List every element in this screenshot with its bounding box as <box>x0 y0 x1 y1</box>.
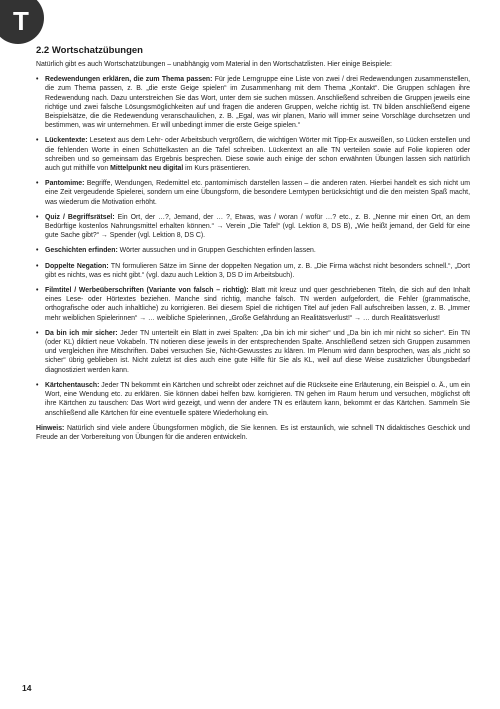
item-text: Wörter aussuchen und in Gruppen Geschichten erfinden lassen. <box>117 247 316 255</box>
section-heading: 2.2 Wortschatzübungen <box>36 45 143 56</box>
hint-title: Hinweis: <box>36 424 65 432</box>
item-text: Jeder TN bekommt ein Kärtchen und schreibt oder zeichnet auf die Rückseite eine Erläuterung, ein Beispiel o. Ä., um ein Wort, eine Wendung etc. zu erklären. Sie können dabei helfen bzw. korrigieren. TN gehen im Raum herum und versuchen, möglichst oft ihre Kärtchen zu tauschen: Das Wort wird gezeigt, und wenn der andere TN es erläutern kann, bekommt er das Kärtchen. Sammeln Sie anschließend alle Kärtchen für eine eventuelle spätere Wiederholung ein. <box>45 381 471 417</box>
item-text: Ein Ort, der …?, Jemand, der … ?, Etwas, was / woran / wofür …? etc., z. B. „Nenne mir einen Ort, an dem Bedürftige kostenlos Nahrungsmittel erhalten können.“ → Verein „Die Tafel“ (vgl. Lektion 8, DS B), „Wie heißt jemand, der Geld für eine gute Sache gibt?“ → Spender (vgl. Lektion 8, DS C). <box>45 213 470 240</box>
hint-text: Natürlich sind viele andere Übungsformen möglich, die Sie kennen. Es ist erstaunlich, wie schnell TN didaktisches Geschick und Freude an der Vorbereitung von Übungen für die anderen entwickeln. <box>36 424 470 441</box>
item-title: Kärtchentausch: <box>45 381 100 389</box>
item-title: Da bin ich mir sicher: <box>45 329 118 337</box>
list-item <box>36 136 470 173</box>
intro-paragraph: Natürlich gibt es auch Wortschatzübungen – unabhängig vom Material in den Wortschatzlisten. Hier einige Beispiele: <box>36 61 392 68</box>
list-item <box>36 75 470 130</box>
item-title: Redewendungen erklären, die zum Thema passen: <box>45 76 213 84</box>
list-item <box>36 246 470 255</box>
list-item <box>36 213 470 241</box>
item-title: Geschichten erfinden: <box>45 247 118 255</box>
list-item <box>36 329 470 375</box>
item-title: Quiz / Begriffsrätsel: <box>45 213 115 221</box>
list-item <box>36 381 470 418</box>
page-number: 14 <box>22 683 32 693</box>
list-item <box>36 179 470 207</box>
item-title: Filmtitel / Werbeüberschriften (Variante von falsch – richtig): <box>45 287 249 295</box>
chapter-badge: T <box>0 0 44 44</box>
hint-paragraph <box>36 424 470 442</box>
exercise-list <box>36 75 470 418</box>
item-title: Doppelte Negation: <box>45 262 109 270</box>
page-content <box>36 45 470 442</box>
item-text: Jeder TN unterteilt ein Blatt in zwei Spalten: „Da bin ich mir sicher“ und „Da bin ich mir nicht so sicher“. Ein TN (oder KL) diktiert neue Vokabeln. TN notieren diese jeweils in der entsprechenden Spalte. Anschließend setzen sich Gruppen zusammen und vergleichen ihre Mitschriften. Dabei versuchen Sie, Nicht-Gewusstes zu klären. Im Plenum wird dann besprochen, was als „nicht so sicher“ übrig geblieben ist. Nicht zuletzt ist dies auch eine gute Hilfe für Sie als KL, weil auf diese Weise zusätzlicher Übungsbedarf diagnostiziert werden kann. <box>45 329 470 374</box>
item-text: Lesetext aus dem Lehr- oder Arbeitsbuch vergrößern, die wichtigen Wörter mit Tipp-Ex ausweißen, so Lücken erstellen und die fehlenden Worte in einen Schüttelkasten an die Tafel schreiben. Lückentext an alle TN verteilen sowie auf Folie kopieren oder schreiben und so gemeinsam das Ergebnis besprechen. Diese sowie auch einige der schon erwähnten Übungen lassen sich natürlich auch gut mithilfe von <box>45 137 470 173</box>
item-title: Pantomime: <box>45 180 85 188</box>
item-emphasis: Mittelpunkt neu digital <box>110 165 184 173</box>
item-text: TN formulieren Sätze im Sinne der doppelten Negation um, z. B. „Die Firma wächst nicht besonders schnell.“, „Dort gibt es nichts, was es nicht gibt.“ (vgl. dazu auch Lektion 3, DS D im Arbeitsbuch). <box>45 262 470 279</box>
item-text: im Kurs präsentieren. <box>183 165 251 173</box>
item-text: Blatt mit kreuz und quer geschriebenen Titeln, die sich auf den Inhalt eines Lese- oder Hörtextes beziehen. Manche sind richtig, manche falsch. TN werden aufgefordert, die Fehler (grammatische, orthografische oder auch inhaltliche) zu korrigieren. Bei diesem Spiel die richtigen Titel auf jeden Fall aufschreiben lassen, z. B. „Immer mehr weiblichen Spielerinnen“ → … weibliche Spielerinnen, „Große Gefährdung an Realitätsverlust!“ → … durch Realitätsverlust! <box>45 287 470 322</box>
item-title: Lückentexte: <box>45 137 88 145</box>
item-text: Begriffe, Wendungen, Redemittel etc. pantomimisch darstellen lassen – die anderen raten. Hierbei handelt es sich nicht um eine Zeit vergeudende Spielerei, sondern um eine Übungsform, die besondere Lerntypen berücksichtigt und die den meisten Spaß macht, was wiederum die Motivation erhöht. <box>45 180 470 206</box>
item-text: Für jede Lerngruppe eine Liste von zwei / drei Redewendungen zusammenstellen, die zum Thema passen, z. B. „die erste Geige spielen“ im Zusammenhang mit dem Thema „Kontakt“. Die Gruppen schlagen ihre Redewendung nach. Dazu unterstreichen Sie das Wort, unter dem sie suchen müssen. Anschließend schreiben die Gruppen jeweils eine richtige und zwei falsche Lösungsmöglichkeiten auf und fragen die anderen Gruppen, welche richtig ist. TN bilden anschließend eigene Beispielsätze, die die Redewendung veranschaulichen, z. B. „Egal, was wir planen, Mario will immer seine Vorschläge durchsetzen und bestimmen, was wir unternehmen. Er will unbedingt immer die erste Geige spielen.“ <box>45 76 470 130</box>
list-item <box>36 286 470 323</box>
list-item <box>36 262 470 280</box>
